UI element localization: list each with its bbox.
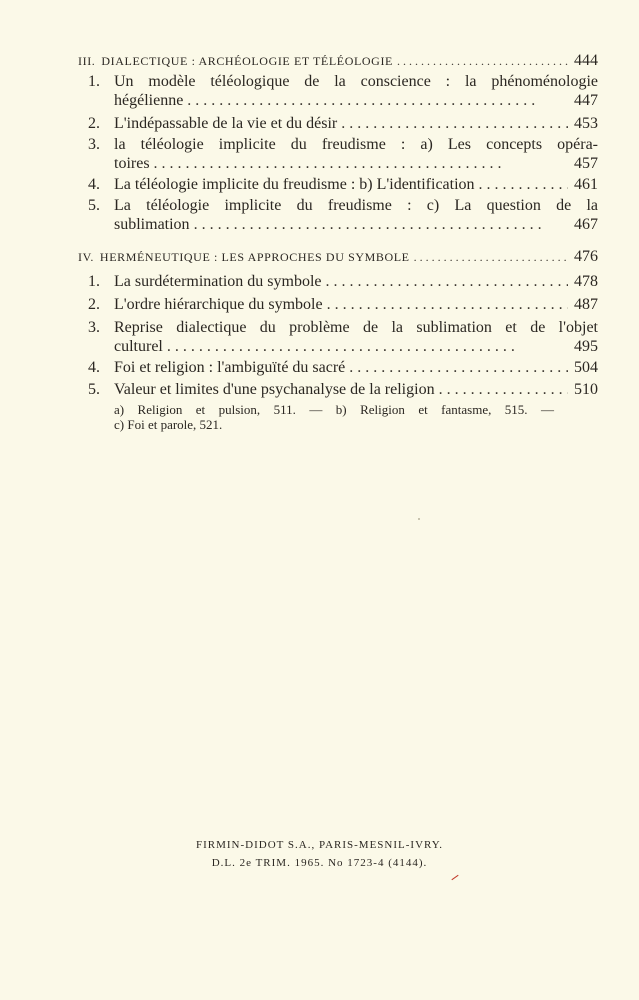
dot-leader — [341, 114, 568, 133]
toc-entry — [88, 175, 598, 194]
toc-entry — [88, 72, 598, 110]
dot-leader — [327, 295, 568, 314]
dot-leader — [479, 175, 568, 194]
section-number: IV. — [78, 250, 94, 264]
entry-number: 2. — [88, 115, 100, 132]
entry-title-line: la téléologie implicite du freudisme : a) Les concepts opéra- — [114, 136, 598, 153]
entry-number: 1. — [88, 73, 100, 90]
page-number: 461 — [574, 176, 598, 193]
entry-title-line: Un modèle téléologique de la conscience : la phénoménologie — [114, 73, 598, 90]
entry-number: 1. — [88, 273, 100, 290]
toc-entry — [88, 358, 598, 377]
entry-number: 2. — [88, 296, 100, 313]
entry-title-line: sublimation — [114, 216, 190, 233]
page-number: 467 — [574, 216, 598, 233]
section-number: III. — [78, 54, 96, 68]
dot-leader — [194, 215, 568, 234]
subentries — [114, 402, 554, 432]
entry-title-line: L'indépassable de la vie et du désir — [114, 115, 338, 132]
entry-title-line: L'ordre hiérarchique du symbole — [114, 296, 323, 313]
dot-leader — [154, 154, 568, 173]
section-title: DIALECTIQUE : ARCHÉOLOGIE ET TÉLÉOLOGIE — [101, 54, 393, 68]
entry-title-line: toires — [114, 155, 150, 172]
page-number: 476 — [574, 248, 598, 265]
entry-title-line: culturel — [114, 338, 163, 355]
pencil-mark — [451, 875, 458, 880]
entry-number: 5. — [88, 381, 100, 398]
toc-entry — [88, 318, 598, 356]
section-title: HERMÉNEUTIQUE : LES APPROCHES DU SYMBOLE — [99, 250, 410, 264]
toc-entry — [88, 114, 598, 133]
page-number: 510 — [574, 381, 598, 398]
entry-title-line: Foi et religion : l'ambiguïté du sacré — [114, 359, 346, 376]
toc-entry — [88, 135, 598, 173]
entry-title-line: Reprise dialectique du problème de la sublimation et de l'objet — [114, 319, 598, 336]
page-number: 478 — [574, 273, 598, 290]
toc-entry — [88, 295, 598, 314]
entry-title-line: La téléologie implicite du freudisme : c) La question de la — [114, 197, 598, 214]
entry-number: 4. — [88, 176, 100, 193]
toc-entry — [88, 196, 598, 234]
entry-title-line: La téléologie implicite du freudisme : b) L'identification — [114, 176, 475, 193]
section-heading-iii — [78, 52, 598, 70]
page-number: 495 — [574, 338, 598, 355]
entry-number: 4. — [88, 359, 100, 376]
dot-leader — [326, 272, 568, 291]
entry-title-line: hégélienne — [114, 92, 184, 109]
page-number: 487 — [574, 296, 598, 313]
dot-leader — [397, 54, 568, 69]
paper-speck — [418, 518, 420, 520]
dot-leader — [167, 337, 568, 356]
section-heading-iv — [78, 248, 598, 266]
toc-entry — [88, 380, 598, 399]
dot-leader — [349, 358, 568, 377]
subentry-line: c) Foi et parole, 521. — [114, 417, 223, 432]
dot-leader — [187, 91, 568, 110]
imprint-line-1: FIRMIN-DIDOT S.A., PARIS-MESNIL-IVRY. — [195, 839, 444, 851]
toc-entry — [88, 272, 598, 291]
page-number: 444 — [574, 52, 598, 69]
dot-leader — [414, 250, 568, 265]
entry-number: 3. — [88, 319, 100, 336]
page-number: 453 — [574, 115, 598, 132]
page-number: 457 — [574, 155, 598, 172]
subentry-line: a) Religion et pulsion, 511. — b) Religion et fantasme, 515. — — [114, 402, 554, 417]
entry-title-line: La surdétermination du symbole — [114, 273, 322, 290]
page-number: 447 — [574, 92, 598, 109]
page-number: 504 — [574, 359, 598, 376]
imprint-line-2: D.L. 2e TRIM. 1965. No 1723-4 (4144). — [211, 857, 428, 869]
dot-leader — [439, 380, 568, 399]
entry-number: 3. — [88, 136, 100, 153]
entry-title-line: Valeur et limites d'une psychanalyse de la religion — [114, 381, 435, 398]
entry-number: 5. — [88, 197, 100, 214]
